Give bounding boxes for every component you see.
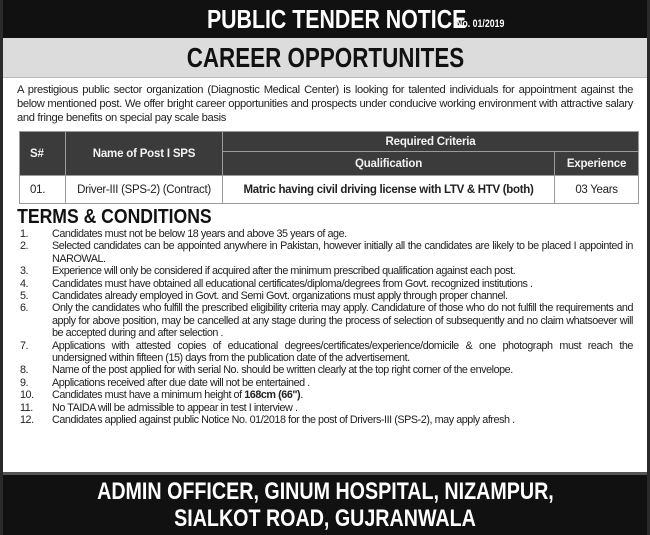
terms-heading: TERMS & CONDITIONS	[17, 206, 212, 228]
item-number: 9.	[20, 376, 29, 389]
list-item	[20, 389, 633, 401]
subtitle-banner	[3, 38, 647, 78]
item-text	[52, 389, 633, 401]
list-item	[20, 302, 633, 339]
height-requirement: 168cm (66")	[244, 389, 301, 402]
cell-serial-number: 01.	[20, 176, 66, 204]
list-item	[20, 402, 633, 414]
item-number: 5.	[20, 290, 29, 303]
item-number: 6.	[20, 302, 29, 315]
header-serial-number: S#	[20, 132, 66, 176]
footer-address-banner	[3, 475, 647, 535]
header-required-criteria: Required Criteria	[223, 132, 639, 152]
address-line-2: SIALKOT ROAD, GUJRANWALA	[174, 505, 476, 532]
header-experience: Experience	[555, 152, 639, 176]
list-item	[20, 414, 633, 426]
item-text: Candidates must not be below 18 years and above 35 years of age.	[52, 228, 347, 240]
intro-paragraph: A prestigious public sector organization (Diagnostic Medical Center) is looking for talented individuals for appointment against the below mentioned post. We offer bright career opportunities and prospects under conducive working environment with attractive salary and fringe benefits on special pay scale basis	[17, 84, 633, 124]
list-item	[20, 278, 633, 290]
cell-experience: 03 Years	[555, 176, 639, 204]
list-item	[20, 290, 633, 302]
cell-qualification: Matric having civil driving license with LTV & HTV (both)	[223, 176, 555, 204]
item-number: 2.	[20, 240, 29, 253]
item-text: Applications with attested copies of educational degrees/certificates/experience/domicile & one photograph must reach the undersigned within fifteen (15) days from the publication date of the advertisement.	[52, 339, 633, 365]
item-text: Only the candidates who fulfill the prescribed eligibility criteria may apply. Candidature of those who do not fulfill the requirements and apply for above position, may be cancelled at any stage during the process of selection of subsequently and no claim whatsoever will be accepted during and after selection .	[52, 302, 633, 340]
list-item	[20, 340, 633, 365]
list-item	[20, 228, 633, 240]
item-text: No TAIDA will be admissible to appear in test I interview .	[52, 401, 298, 414]
cell-post-name: Driver-III (SPS-2) (Contract)	[66, 176, 223, 204]
item-text: Name of the post applied for with serial No. should be written clearly at the top right corner of the envelope.	[52, 364, 513, 377]
table-row	[20, 176, 639, 204]
notice-subtitle: CAREER OPPORTUNITES	[186, 41, 464, 73]
item-number: 11.	[20, 401, 33, 414]
item-number: 3.	[20, 265, 29, 278]
item-number: 10.	[20, 389, 34, 402]
item-text: Candidates must have obtained all educational certificates/diploma/degrees from Govt. recognized institutions .	[52, 277, 533, 290]
terms-list	[3, 228, 647, 427]
item-number: 12.	[20, 414, 34, 427]
top-banner	[3, 0, 647, 38]
item-number: 4.	[20, 277, 29, 290]
item-text: Candidates applied against public Notice No. 01/2018 for the post of Drivers-III (SPS-2), may apply afresh .	[52, 414, 515, 427]
list-item	[20, 364, 633, 376]
header-qualification: Qualification	[223, 152, 555, 176]
notice-title: PUBLIC TENDER NOTICE	[206, 3, 466, 34]
posts-table	[19, 131, 639, 204]
item-text: Candidates already employed in Govt. and Semi Govt. organizations must apply through proper channel.	[52, 290, 508, 303]
item-number: 8.	[20, 364, 29, 377]
posts-table-wrapper	[3, 125, 647, 204]
item-text-part: Candidates must have a minimum height of	[52, 389, 245, 402]
item-text: Selected candidates can be appointed anywhere in Pakistan, however initially all the candidates are likely to be placed I appointed in NAROWAL.	[52, 240, 633, 265]
item-text-part: .	[300, 389, 303, 402]
item-number: 7.	[20, 339, 29, 352]
list-item	[20, 377, 633, 389]
address-line-1: ADMIN OFFICER, GINUM HOSPITAL, NIZAMPUR,	[96, 478, 554, 505]
item-text: Applications received after due date will not be entertained .	[52, 376, 310, 389]
header-post-name: Name of Post I SPS	[66, 132, 223, 176]
notice-number: No. 01/2019	[455, 17, 505, 30]
list-item	[20, 240, 633, 265]
item-text: Experience will only be considered if acquired after the minimum prescribed qualification against each post.	[52, 265, 516, 278]
list-item	[20, 265, 633, 277]
item-number: 1.	[20, 228, 29, 240]
